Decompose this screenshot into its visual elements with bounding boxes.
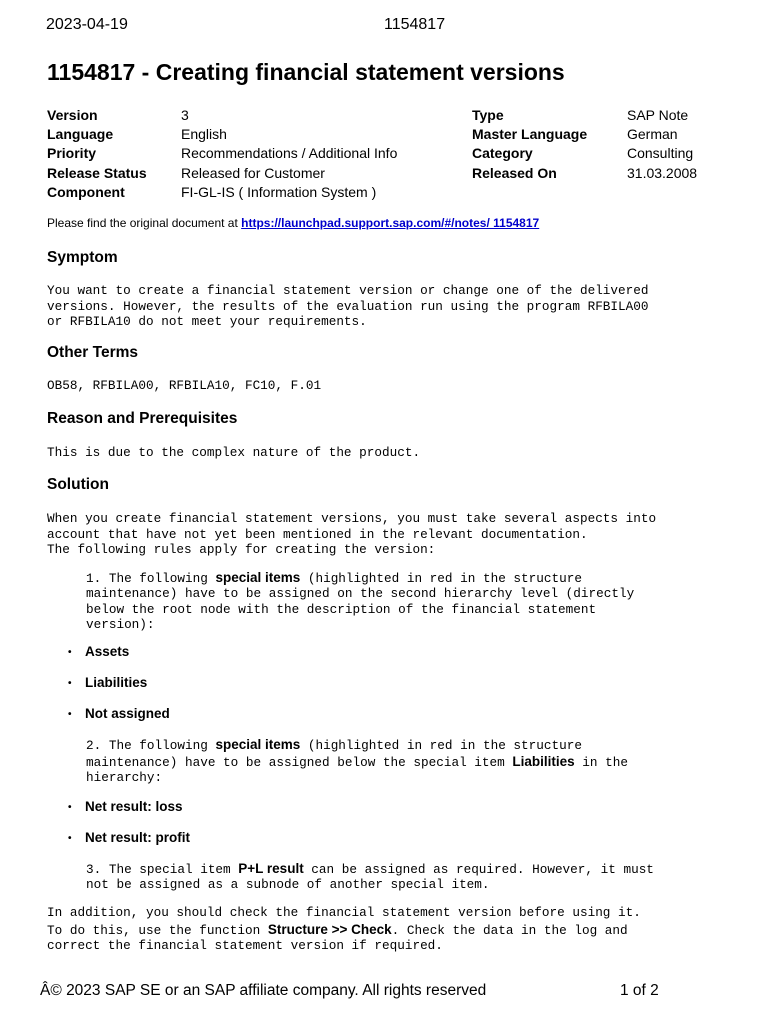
header-date: 2023-04-19: [46, 16, 128, 33]
meta-label: Category: [472, 145, 533, 162]
meta-value: Consulting: [627, 145, 694, 162]
meta-right-labels: [472, 106, 587, 183]
header-note-number: 1154817: [384, 16, 446, 33]
closing-line-3: correct the financial statement version if required.: [47, 938, 443, 953]
rule-1-line: [86, 570, 582, 587]
meta-value: SAP Note: [627, 107, 689, 123]
meta-value: English: [181, 126, 227, 143]
meta-label: Priority: [47, 145, 97, 162]
meta-label: Type: [472, 107, 504, 123]
meta-value: FI-GL-IS ( Information System ): [181, 183, 377, 200]
list-item-label: Net result: profit: [85, 830, 191, 845]
list-item: [68, 675, 147, 690]
bullet-icon: •: [68, 802, 72, 813]
original-document-link[interactable]: https://launchpad.support.sap.com/#/notes/ 1154817: [241, 216, 540, 230]
list-item-label: Assets: [85, 644, 130, 659]
rule-2-rest: hierarchy:: [86, 770, 163, 785]
closing-line-1: In addition, you should check the financial statement version before using it.: [47, 905, 641, 920]
section-heading-other-terms: Other Terms: [47, 344, 139, 361]
rule-1-text-cont: (highlighted in red in the structure: [300, 571, 582, 586]
rule-1-rest: maintenance) have to be assigned on the second hierarchy level (directly below the root node with the description of the financial statement version):: [86, 586, 635, 632]
rule-1-text: 1. The following: [86, 571, 216, 586]
meta-left-values: [181, 106, 397, 202]
reason-text: This is due to the complex nature of the product.: [47, 445, 421, 460]
symptom-text: You want to create a financial statement version or change one of the delivered versions. However, the results of the evaluation run using the program RFBILA00 or RFBILA10 do not meet your requirements.: [47, 283, 649, 329]
meta-right-values: [627, 106, 697, 183]
meta-label: Language: [47, 126, 114, 143]
section-heading-reason: Reason and Prerequisites: [47, 410, 238, 427]
rule-3-emphasis: P+L result: [238, 861, 304, 876]
list-item: [68, 830, 190, 845]
meta-value: Released for Customer: [181, 164, 325, 181]
footer-page-number: 1 of 2: [620, 982, 659, 999]
original-document-prefix: Please find the original document at: [47, 216, 242, 230]
rule-2-emphasis: special items: [215, 737, 301, 752]
footer-copyright: Â© 2023 SAP SE or an SAP affiliate company. All rights reserved: [40, 982, 487, 999]
rule-2-line: [86, 737, 582, 754]
rule-2-line-2: [86, 754, 628, 771]
bullet-icon: •: [68, 647, 72, 658]
list-item: [68, 644, 129, 659]
list-item-label: Liabilities: [85, 675, 148, 690]
rule-3-text-cont: can be assigned as required. However, it must: [303, 862, 654, 877]
solution-intro: When you create financial statement versions, you must take several aspects into account that have not yet been mentioned in the relevant documentation. The following rules apply for creating the version:: [47, 511, 657, 557]
original-document-line: [47, 216, 539, 230]
meta-label: Release Status: [47, 164, 147, 181]
meta-label: Released On: [472, 164, 557, 181]
rule-3-rest: not be assigned as a subnode of another special item.: [86, 877, 490, 892]
bullet-icon: •: [68, 678, 72, 689]
rule-3-text: 3. The special item: [86, 862, 239, 877]
rule-2-text-3: in the: [574, 755, 628, 770]
bullet-icon: •: [68, 833, 72, 844]
page-title: 1154817 - Creating financial statement versions: [47, 59, 565, 85]
closing-line-2: [47, 922, 628, 939]
section-heading-solution: Solution: [47, 476, 109, 493]
list-item-label: Net result: loss: [85, 799, 183, 814]
closing-text-cont: . Check the data in the log and: [391, 923, 628, 938]
meta-value: 31.03.2008: [627, 164, 698, 181]
rule-2-text-cont: (highlighted in red in the structure: [300, 738, 582, 753]
closing-emphasis: Structure >> Check: [267, 922, 392, 937]
rule-3-line: [86, 861, 654, 878]
other-terms-text: OB58, RFBILA00, RFBILA10, FC10, F.01: [47, 378, 322, 393]
list-item: [68, 706, 170, 721]
meta-value: Recommendations / Additional Info: [181, 145, 398, 162]
list-item-label: Not assigned: [85, 706, 170, 721]
bullet-icon: •: [68, 709, 72, 720]
closing-text: To do this, use the function: [47, 923, 268, 938]
meta-label: Component: [47, 183, 125, 200]
rule-1-emphasis: special items: [215, 570, 301, 585]
meta-value: German: [627, 126, 678, 143]
meta-label: Version: [47, 107, 98, 123]
list-item: [68, 799, 183, 814]
rule-2-text: 2. The following: [86, 738, 216, 753]
rule-2-emphasis-2: Liabilities: [512, 754, 575, 769]
meta-label: Master Language: [472, 126, 588, 143]
meta-left-labels: [47, 106, 147, 202]
section-heading-symptom: Symptom: [47, 249, 118, 266]
meta-value: 3: [181, 107, 189, 123]
rule-2-text-2: maintenance) have to be assigned below the special item: [86, 755, 513, 770]
